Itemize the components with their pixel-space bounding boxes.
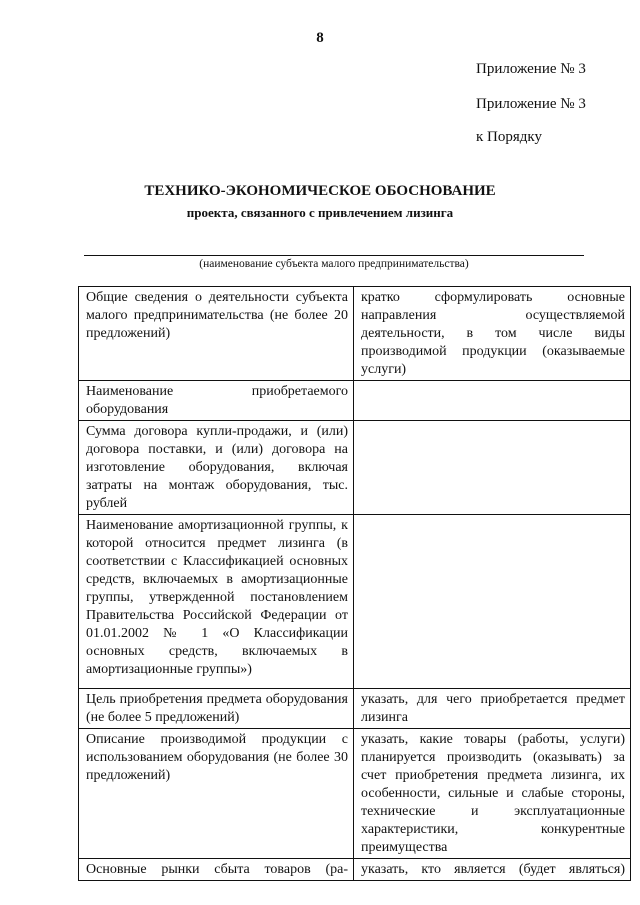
row-value — [354, 421, 631, 515]
row-value — [354, 381, 631, 421]
row-label: Наименование амортизационной группы, к которой относится предмет лизинга (в соответствии с Классификацией основных средств, включаемых в амортизационные группы, утвержденной постановлением Правительства Российской Федерации от 01.01.2002 № 1 «О Классификации основных средств, включаемых в амортизационные группы») — [79, 515, 354, 689]
appendix-line-2: Приложение № 3 — [476, 96, 586, 112]
row-label: Сумма договора купли-продажи, и (или) договора поставки, и (или) договора на изготовление оборудования, включая затраты на монтаж оборудования, тыс. рублей — [79, 421, 354, 515]
row-label: Общие сведения о деятельности субъекта малого предпринимательства (не более 20 предложений) — [79, 287, 354, 381]
table-row — [79, 689, 631, 729]
row-value — [354, 515, 631, 689]
row-value: указать, кто является (будет являться) — [354, 859, 631, 881]
entity-name-fill-line — [84, 255, 584, 256]
feasibility-table — [78, 286, 631, 881]
row-label: Описание производимой продукции с использованием оборудования (не более 30 предложений) — [79, 729, 354, 859]
row-label: Основные рынки сбыта товаров (ра- — [79, 859, 354, 881]
document-subtitle: проекта, связанного с привлечением лизинга — [186, 205, 454, 220]
row-label: Цель приобретения предмета оборудования (не более 5 предложений) — [79, 689, 354, 729]
row-value: указать, какие товары (работы, услуги) планируется производить (оказывать) за счет приобретения предмета лизинга, их особенности, сильные и слабые стороны, технические и эксплуатационные характеристики, конкурентные преимущества — [354, 729, 631, 859]
row-value: кратко сформулировать основные направления осуществляемой деятельности, в том числе виды производимой продукции (оказываемые услуги) — [354, 287, 631, 381]
appendix-to-order: к Порядку — [476, 129, 542, 145]
page-number: 8 — [316, 30, 324, 46]
table-row — [79, 859, 631, 881]
table-row — [79, 287, 631, 381]
row-value: указать, для чего приобретается предмет лизинга — [354, 689, 631, 729]
document-title: ТЕХНИКО-ЭКОНОМИЧЕСКОЕ ОБОСНОВАНИЕ — [144, 183, 496, 199]
row-label: Наименование приобретаемого оборудования — [79, 381, 354, 421]
table-row — [79, 729, 631, 859]
table-row — [79, 421, 631, 515]
table-row — [79, 381, 631, 421]
table-row — [79, 515, 631, 689]
appendix-line-1: Приложение № 3 — [476, 61, 586, 77]
entity-name-caption: (наименование субъекта малого предпринимательства) — [199, 258, 469, 270]
